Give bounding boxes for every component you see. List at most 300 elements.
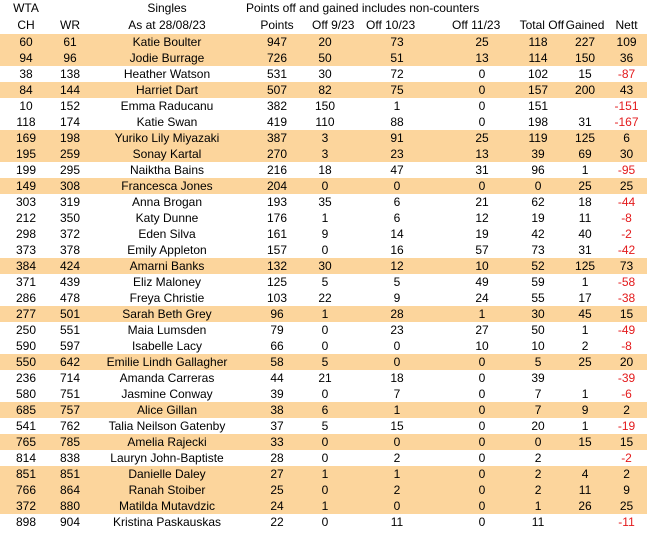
off11-cell: 19 (475, 227, 489, 241)
gained-cell: 4 (564, 466, 606, 482)
wr-cell: 138 (59, 67, 81, 81)
nett-cell: 30 (606, 146, 647, 162)
nett-cell: 2 (606, 466, 647, 482)
ch-cell: 590 (15, 339, 37, 353)
gained-cell: 11 (578, 211, 592, 225)
player-name: Katie Boulter (88, 34, 246, 50)
off11-cell: 31 (475, 163, 489, 177)
off10-cell: 1 (393, 99, 401, 113)
gained-cell: 17 (578, 291, 592, 305)
player-name: Harriet Dart (88, 82, 246, 98)
table-row (0, 242, 647, 258)
table-row (0, 498, 647, 514)
total-off-cell: 19 (531, 211, 545, 225)
wr-cell: 762 (59, 419, 81, 433)
nett-cell: 20 (606, 354, 647, 370)
off9-cell: 5 (321, 419, 329, 433)
off10-cell: 6 (393, 195, 401, 209)
off10-cell: 73 (342, 34, 452, 50)
gained-header: Gained (565, 18, 605, 32)
off11-cell: 0 (452, 498, 512, 514)
off9-cell: 20 (308, 34, 342, 50)
gained-cell: 1 (581, 387, 589, 401)
player-name: Katy Dunne (135, 211, 199, 225)
player-name: Amelia Rajecki (88, 434, 246, 450)
off9-cell: 0 (321, 515, 329, 529)
nett-cell: -151 (614, 99, 639, 113)
total-off-cell: 114 (512, 50, 564, 66)
total-off-cell: 62 (531, 195, 545, 209)
off9-cell: 9 (321, 227, 329, 241)
table-row (0, 66, 647, 82)
off9-cell: 3 (308, 130, 342, 146)
player-name: Sarah Beth Grey (88, 306, 246, 322)
table-row (0, 354, 647, 370)
table-row (0, 162, 647, 178)
table-row (0, 290, 647, 306)
total-off-cell: 7 (512, 402, 564, 418)
nett-cell: -42 (617, 243, 636, 257)
table-row (0, 114, 647, 130)
wr-cell: 757 (52, 402, 88, 418)
total-off-cell: 151 (528, 99, 549, 113)
points-cell: 161 (266, 227, 288, 241)
nett-cell: 25 (606, 178, 647, 194)
nett-cell: 36 (606, 50, 647, 66)
total-off-cell: 118 (512, 34, 564, 50)
player-name: Maia Lumsden (127, 323, 207, 337)
off11-cell: 0 (452, 434, 512, 450)
off10-cell: 7 (393, 387, 401, 401)
total-off-cell: 5 (512, 354, 564, 370)
off11-cell: 49 (475, 275, 489, 289)
off9-cell: 0 (308, 434, 342, 450)
points-cell: 28 (270, 451, 284, 465)
ch-cell: 118 (16, 115, 36, 129)
table-row (0, 450, 647, 466)
ch-cell: 94 (0, 50, 52, 66)
points-cell: 33 (246, 434, 308, 450)
points-cell: 270 (246, 146, 308, 162)
table-row (0, 466, 647, 482)
gained-cell: 18 (578, 195, 592, 209)
off9-cell: 1 (308, 306, 342, 322)
off10-cell: 75 (342, 82, 452, 98)
table-row (0, 130, 647, 146)
gained-cell: 2 (581, 339, 589, 353)
ch-cell: 766 (0, 482, 52, 498)
points-cell: 66 (270, 339, 284, 353)
gained-cell: 1 (581, 275, 589, 289)
points-cell: 216 (266, 163, 288, 177)
off10-cell: 6 (393, 211, 401, 225)
off10-cell: 72 (390, 67, 404, 81)
total-off-cell: 42 (531, 227, 545, 241)
header-row-1 (0, 0, 647, 17)
gained-cell: 15 (564, 434, 606, 450)
off10-cell: 51 (342, 50, 452, 66)
player-name: Amanda Carreras (119, 371, 215, 385)
off9-cell: 6 (308, 402, 342, 418)
off11-cell: 13 (452, 146, 512, 162)
off11-cell: 0 (478, 67, 486, 81)
table-row (0, 482, 647, 498)
off11-cell: 1 (452, 306, 512, 322)
gained-cell: 15 (578, 67, 592, 81)
off11-cell: 25 (452, 130, 512, 146)
player-name: Yuriko Lily Miyazaki (88, 130, 246, 146)
total-off-cell: 73 (531, 243, 545, 257)
table-row (0, 514, 647, 530)
ch-cell: 765 (0, 434, 52, 450)
wr-cell: 319 (59, 195, 81, 209)
ch-cell: 541 (15, 419, 37, 433)
ch-cell: 303 (15, 195, 37, 209)
table-row (0, 402, 647, 418)
off10-cell: 47 (390, 163, 404, 177)
points-cell: 38 (246, 402, 308, 418)
off10-cell: 23 (390, 323, 404, 337)
nett-cell: 9 (606, 482, 647, 498)
off10-cell: 0 (342, 498, 452, 514)
gained-cell: 31 (578, 243, 592, 257)
off9-cell: 35 (318, 195, 332, 209)
ch-cell: 195 (0, 146, 52, 162)
table-row (0, 338, 647, 354)
off10-cell: 18 (390, 371, 404, 385)
wr-cell: 424 (52, 258, 88, 274)
total-off-cell: 55 (531, 291, 545, 305)
gained-cell: 1 (581, 323, 589, 337)
ch-cell: 236 (15, 371, 37, 385)
wr-cell: 880 (52, 498, 88, 514)
off9-cell: 30 (318, 67, 332, 81)
off9-cell: 0 (308, 482, 342, 498)
off9-cell: 0 (321, 451, 329, 465)
points-cell: 204 (246, 178, 308, 194)
ch-cell: 898 (15, 515, 37, 529)
off9-cell: 0 (321, 339, 329, 353)
ch-cell: 60 (0, 34, 52, 50)
nett-cell: -6 (621, 387, 632, 401)
points-cell: 39 (270, 387, 284, 401)
gained-cell: 150 (564, 50, 606, 66)
gained-cell: 25 (564, 354, 606, 370)
player-name: Ranah Stoiber (88, 482, 246, 498)
off9-cell: 82 (308, 82, 342, 98)
points-cell: 125 (266, 275, 288, 289)
off11-cell: 13 (452, 50, 512, 66)
nett-cell: 15 (606, 434, 647, 450)
table-row (0, 258, 647, 274)
wr-cell: 864 (52, 482, 88, 498)
off11-cell: 12 (475, 211, 489, 225)
wr-cell: 350 (59, 211, 81, 225)
points-cell: 947 (246, 34, 308, 50)
player-name: Sonay Kartal (88, 146, 246, 162)
total-off-cell: 0 (512, 178, 564, 194)
total-off-cell: 1 (512, 498, 564, 514)
wr-cell: 152 (59, 99, 81, 113)
total-off-cell: 11 (531, 515, 545, 529)
wr-cell: 551 (59, 323, 81, 337)
off10-cell: 1 (342, 402, 452, 418)
player-name: Isabelle Lacy (131, 339, 203, 353)
off10-cell: 5 (393, 275, 401, 289)
header-row-2 (0, 17, 647, 34)
off9-cell: 3 (308, 146, 342, 162)
off11-cell: 0 (452, 402, 512, 418)
total-off-cell: 50 (531, 323, 545, 337)
off9-cell: 21 (318, 371, 332, 385)
points-cell: 176 (266, 211, 288, 225)
off9-cell: 0 (308, 178, 342, 194)
nett-cell: 109 (606, 34, 647, 50)
nett-cell: -8 (621, 339, 632, 353)
points-cell: 157 (266, 243, 288, 257)
ch-cell: 851 (0, 466, 52, 482)
player-name: Matilda Mutavdzic (88, 498, 246, 514)
gained-cell: 31 (578, 115, 592, 129)
nett-cell: -87 (617, 67, 636, 81)
total-off-cell: 20 (531, 419, 545, 433)
table-row (0, 418, 647, 434)
player-name: Naiktha Bains (129, 163, 205, 177)
points-cell: 22 (270, 515, 284, 529)
player-name: Katie Swan (136, 115, 198, 129)
player-name: Anna Brogan (131, 195, 203, 209)
player-name: Eden Silva (138, 227, 196, 241)
nett-cell: -95 (617, 163, 636, 177)
nett-cell: 15 (606, 306, 647, 322)
ch-cell: 298 (15, 227, 37, 241)
table-row (0, 34, 647, 50)
ch-cell: 199 (15, 163, 37, 177)
off11-cell: 27 (475, 323, 489, 337)
off9-cell: 1 (308, 498, 342, 514)
ch-cell: 38 (19, 67, 33, 81)
wr-cell: 372 (59, 227, 81, 241)
gained-cell: 227 (564, 34, 606, 50)
off10-cell: 88 (390, 115, 404, 129)
gained-cell: 1 (581, 419, 589, 433)
nett-cell: -38 (617, 291, 636, 305)
player-name: Freya Christie (129, 291, 205, 305)
ch-cell: 685 (0, 402, 52, 418)
ch-cell: 10 (19, 99, 33, 113)
table-row (0, 434, 647, 450)
wr-cell: 785 (52, 434, 88, 450)
off9-cell: 0 (321, 323, 329, 337)
off10-cell: 11 (390, 515, 404, 529)
gained-cell: 200 (564, 82, 606, 98)
off9-cell: 0 (321, 243, 329, 257)
nett-cell: -44 (617, 195, 636, 209)
ch-cell: 84 (0, 82, 52, 98)
off10-cell: 28 (342, 306, 452, 322)
wr-cell: 378 (59, 243, 81, 257)
total-off-cell: 119 (512, 130, 564, 146)
off10-cell: 2 (393, 451, 401, 465)
as-at-header: As at 28/08/23 (128, 18, 206, 32)
gained-cell: 125 (564, 258, 606, 274)
points-cell: 25 (246, 482, 308, 498)
gained-cell (564, 450, 606, 466)
off10-cell: 9 (393, 291, 401, 305)
table-row (0, 50, 647, 66)
wr-cell: 714 (59, 371, 81, 385)
total-off-cell: 39 (512, 146, 564, 162)
off10-cell: 0 (342, 178, 452, 194)
off10-cell: 15 (390, 419, 404, 433)
wr-cell: 308 (52, 178, 88, 194)
off9-cell: 150 (314, 99, 336, 113)
nett-cell: 73 (606, 258, 647, 274)
off10-cell: 0 (393, 339, 401, 353)
player-name: Jodie Burrage (88, 50, 246, 66)
off10-cell: 16 (390, 243, 404, 257)
ch-cell: 250 (15, 323, 37, 337)
nett-cell: -8 (621, 211, 632, 225)
ch-cell: 212 (15, 211, 37, 225)
off11-cell: 57 (475, 243, 489, 257)
nett-cell: -11 (618, 515, 635, 529)
gained-cell: 125 (564, 130, 606, 146)
points-cell: 96 (246, 306, 308, 322)
player-name: Alice Gillan (88, 402, 246, 418)
points-note: Points off and gained includes non-counters (246, 1, 480, 15)
off11-cell: 24 (475, 291, 489, 305)
wta-header: WTA (13, 1, 39, 15)
wr-cell: 96 (52, 50, 88, 66)
gained-cell: 1 (581, 163, 589, 177)
off11-cell: 0 (452, 482, 512, 498)
player-name: Eliz Maloney (132, 275, 202, 289)
player-name: Kristina Paskauskas (112, 515, 222, 529)
ch-cell: 384 (0, 258, 52, 274)
off11-cell: 0 (452, 178, 512, 194)
nett-cell: -167 (614, 115, 639, 129)
off10-header: Off 10/23 (366, 18, 416, 32)
points-cell: 507 (246, 82, 308, 98)
off11-cell: 21 (475, 195, 489, 209)
points-cell: 27 (246, 466, 308, 482)
table-row (0, 178, 647, 194)
ch-header: CH (17, 18, 35, 32)
total-off-header: Total Off (519, 18, 565, 32)
off11-cell: 10 (452, 258, 512, 274)
points-cell: 37 (270, 419, 284, 433)
wr-cell: 259 (52, 146, 88, 162)
points-cell: 531 (266, 67, 288, 81)
table-row (0, 82, 647, 98)
points-cell: 419 (266, 115, 288, 129)
off10-cell: 23 (342, 146, 452, 162)
points-cell: 103 (266, 291, 288, 305)
total-off-cell: 198 (528, 115, 549, 129)
nett-cell: -19 (617, 419, 636, 433)
off10-cell: 2 (342, 482, 452, 498)
gained-cell: 11 (564, 482, 606, 498)
wr-cell: 439 (59, 275, 81, 289)
nett-cell: 6 (606, 130, 647, 146)
total-off-cell: 102 (528, 67, 549, 81)
gained-cell: 45 (564, 306, 606, 322)
table-row (0, 226, 647, 242)
off9-cell: 0 (321, 387, 329, 401)
nett-cell: -58 (617, 275, 636, 289)
off11-cell: 0 (478, 371, 486, 385)
ch-cell: 149 (0, 178, 52, 194)
ch-cell: 286 (15, 291, 37, 305)
off11-cell: 0 (452, 466, 512, 482)
total-off-cell: 59 (531, 275, 545, 289)
wr-cell: 198 (52, 130, 88, 146)
off9-header: Off 9/23 (312, 18, 355, 32)
wr-cell: 295 (59, 163, 81, 177)
points-cell: 132 (246, 258, 308, 274)
off11-cell: 0 (478, 451, 486, 465)
total-off-cell: 157 (512, 82, 564, 98)
singles-header: Singles (147, 1, 187, 15)
nett-cell: -39 (617, 371, 636, 385)
off10-cell: 12 (342, 258, 452, 274)
table-row (0, 322, 647, 338)
off11-cell: 0 (452, 354, 512, 370)
wr-cell: 597 (59, 339, 81, 353)
total-off-cell: 39 (531, 371, 545, 385)
gained-cell: 69 (564, 146, 606, 162)
gained-cell: 9 (564, 402, 606, 418)
table-row (0, 194, 647, 210)
gained-cell (564, 98, 606, 114)
gained-cell (564, 370, 606, 386)
wr-cell: 478 (59, 291, 81, 305)
wr-cell: 174 (59, 115, 81, 129)
points-cell: 44 (270, 371, 284, 385)
total-off-cell: 96 (531, 163, 545, 177)
total-off-cell: 52 (512, 258, 564, 274)
total-off-cell: 2 (534, 451, 542, 465)
off10-cell: 0 (342, 354, 452, 370)
off9-cell: 1 (308, 466, 342, 482)
off10-cell: 91 (342, 130, 452, 146)
wr-cell: 751 (59, 387, 81, 401)
player-name: Francesca Jones (88, 178, 246, 194)
off11-cell: 0 (478, 419, 486, 433)
total-off-cell: 0 (512, 434, 564, 450)
gained-cell (564, 514, 606, 530)
ch-cell: 372 (0, 498, 52, 514)
off9-cell: 50 (308, 50, 342, 66)
total-off-cell: 2 (512, 482, 564, 498)
total-off-cell: 2 (512, 466, 564, 482)
off9-cell: 110 (315, 115, 335, 129)
off9-cell: 1 (321, 211, 329, 225)
gained-cell: 40 (578, 227, 592, 241)
wr-cell: 904 (59, 515, 81, 529)
ch-cell: 371 (15, 275, 37, 289)
ch-cell: 550 (0, 354, 52, 370)
total-off-cell: 30 (512, 306, 564, 322)
player-name: Lauryn John-Baptiste (110, 451, 224, 465)
gained-cell: 26 (564, 498, 606, 514)
player-name: Danielle Daley (88, 466, 246, 482)
player-name: Emily Appleton (127, 243, 207, 257)
off9-cell: 22 (318, 291, 332, 305)
nett-header: Nett (615, 18, 638, 32)
nett-cell: 25 (606, 498, 647, 514)
